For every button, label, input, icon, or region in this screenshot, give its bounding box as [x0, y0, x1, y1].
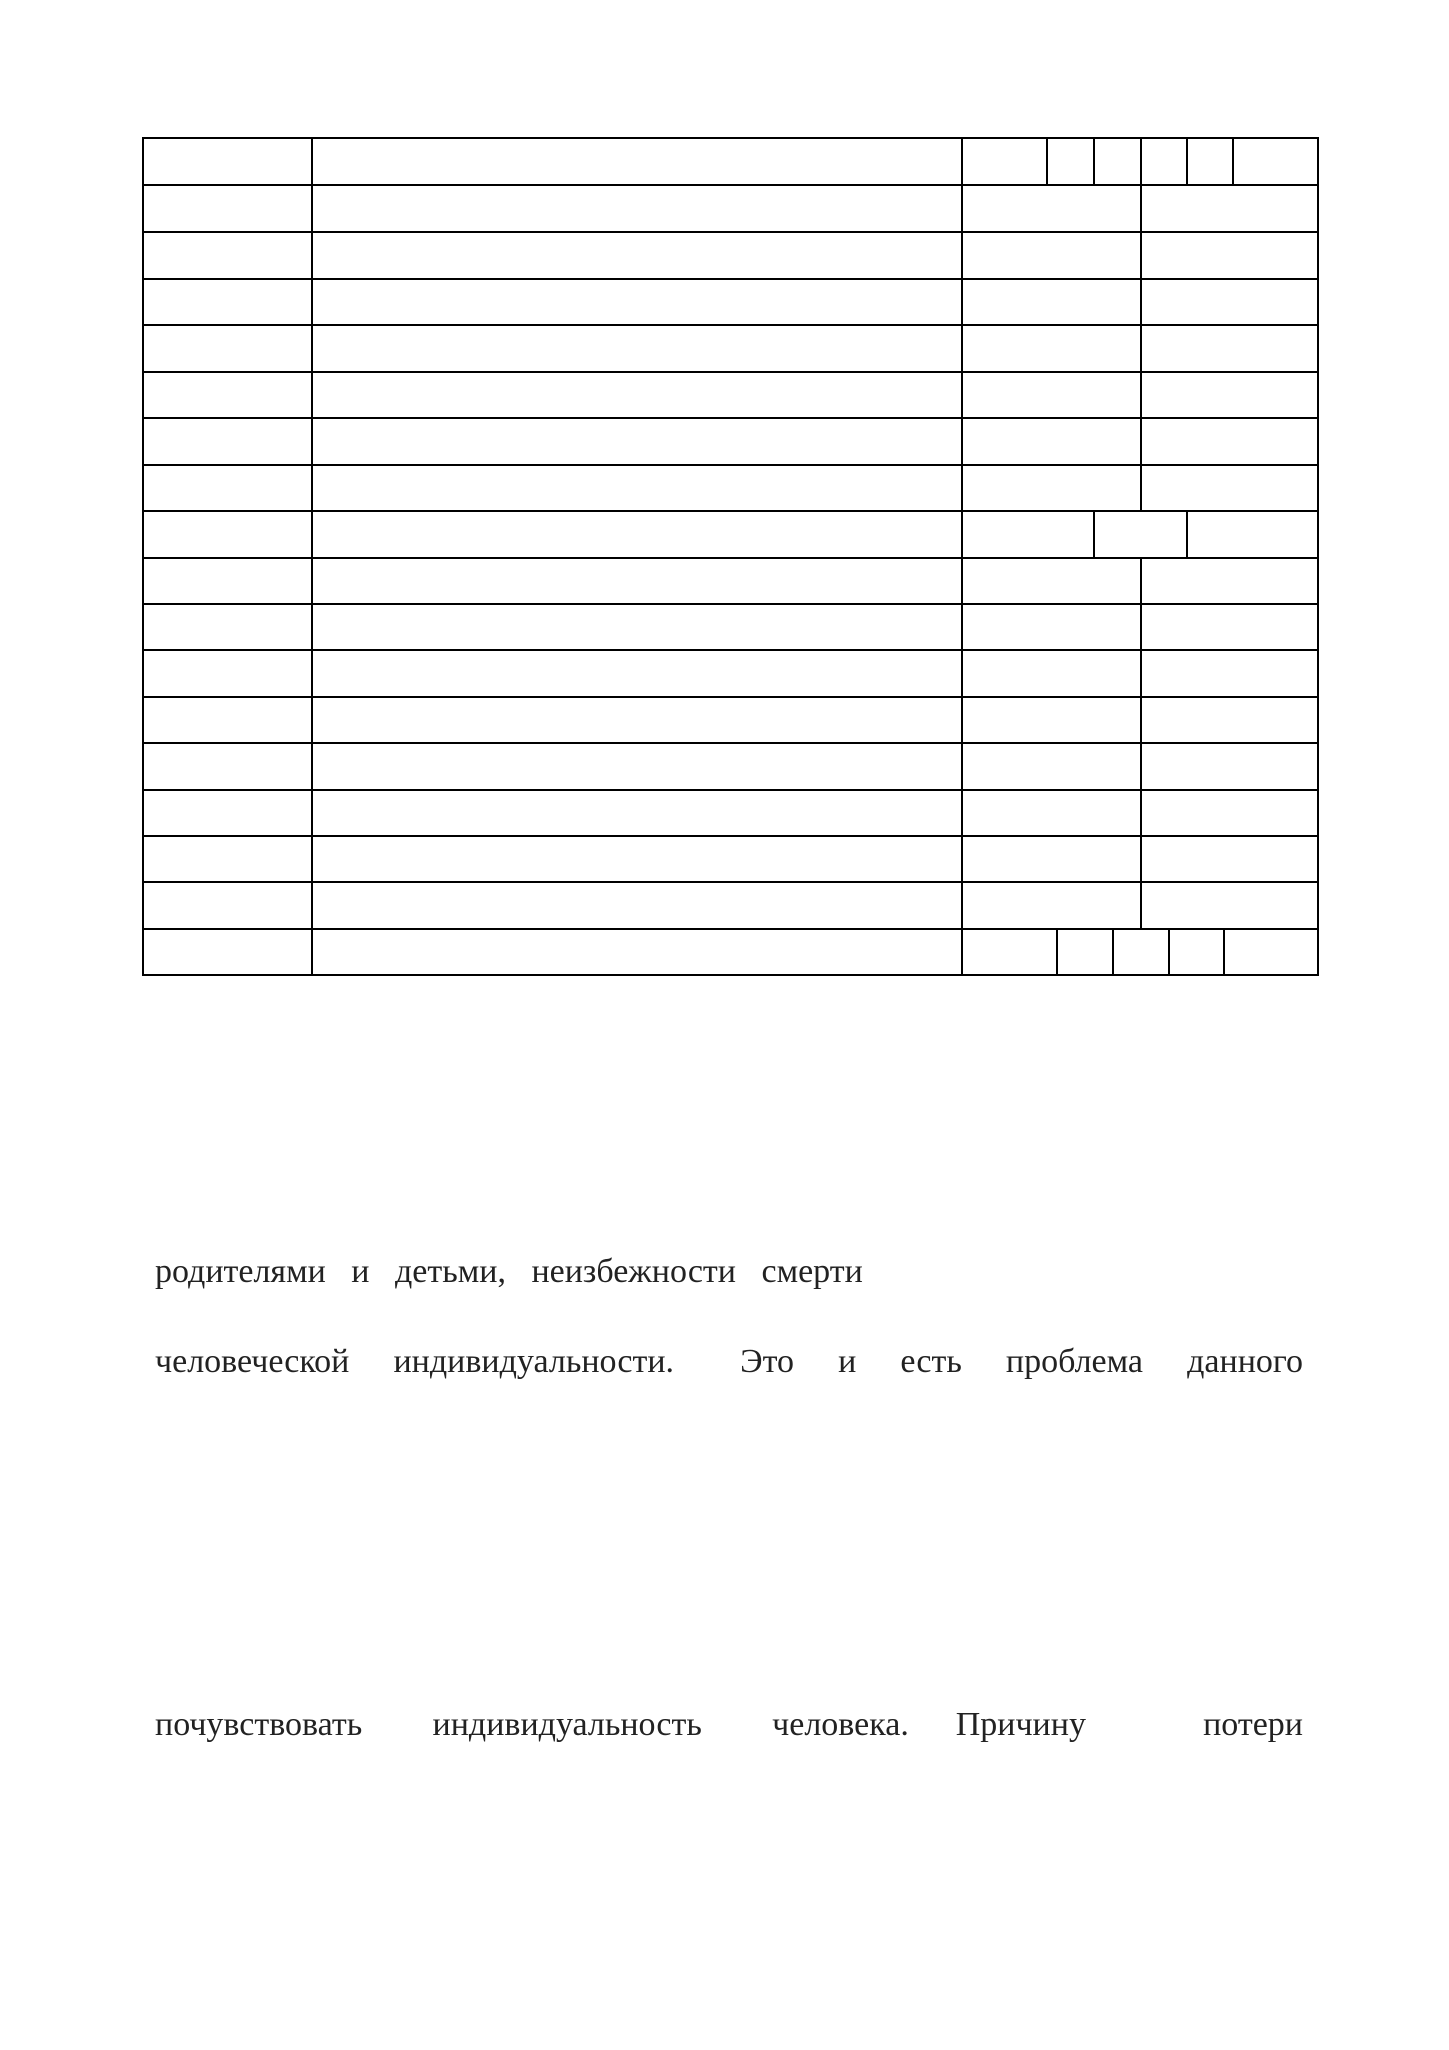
row-18-subcells: [1057, 929, 1224, 975]
text-line-1: родителями и детьми, неизбежности смерти: [155, 1253, 863, 1290]
text-line-2: человеческой индивидуальности. Это и есть проблема данного: [155, 1343, 1303, 1380]
text-line-3: почувствовать индивидуальность человека. Причину потери: [155, 1706, 1303, 1743]
row-9-subcells: [1094, 511, 1187, 558]
row-1-subcells: [1047, 138, 1233, 185]
